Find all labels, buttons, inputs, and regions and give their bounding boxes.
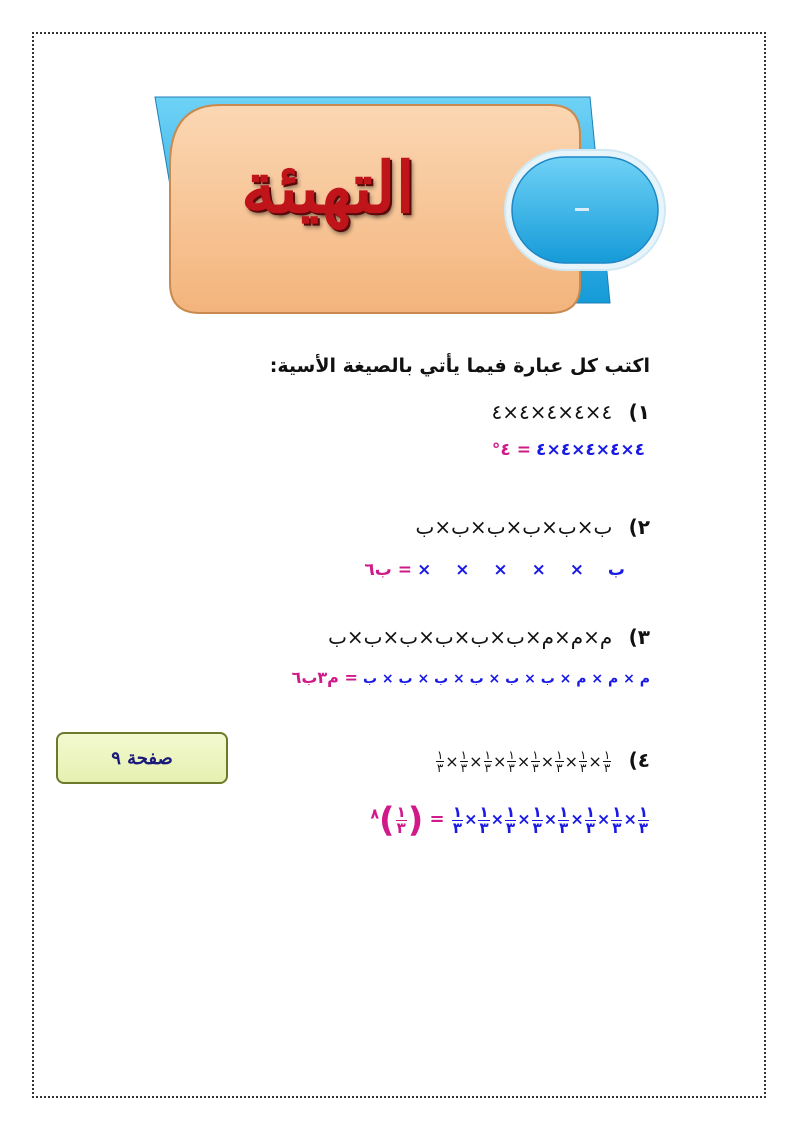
- fraction-numerator: ١: [508, 748, 515, 762]
- times-sign: ×: [596, 809, 611, 829]
- fraction-denominator: ٣: [559, 818, 569, 837]
- fraction-one-third: [460, 749, 468, 774]
- fraction-numerator: ١: [460, 748, 468, 762]
- fraction-denominator: ٣: [460, 761, 468, 775]
- fraction-one-third: [396, 802, 407, 837]
- fraction-numerator: ١: [452, 802, 463, 821]
- times-sign: ×: [570, 809, 584, 829]
- times-sign: ×: [469, 752, 483, 771]
- exercise-3-answer: [292, 668, 650, 687]
- exercise-3: [328, 625, 650, 649]
- exercise-3-answer-result: = م٣ب٦: [291, 668, 358, 687]
- fraction-denominator: ٣: [436, 761, 444, 775]
- instruction-text: اكتب كل عبارة فيما يأتي بالصيغة الأسية:: [269, 355, 650, 377]
- fraction-one-third: [484, 749, 492, 774]
- fraction-numerator: ١: [638, 802, 648, 821]
- fraction-numerator: ١: [585, 802, 595, 821]
- fraction-denominator: ٣: [603, 761, 611, 775]
- fraction-one-third: [452, 802, 463, 837]
- times-sign: ×: [588, 752, 602, 771]
- fraction-denominator: ٣: [508, 761, 515, 775]
- fraction-one-third: [603, 749, 611, 774]
- fraction-one-third: [505, 802, 516, 837]
- exercise-3-number: ٣): [628, 625, 650, 649]
- exercise-3-question: [328, 625, 650, 649]
- fraction-denominator: ٣: [506, 818, 516, 837]
- fraction-denominator: ٣: [452, 818, 463, 837]
- page-number-label: صفحة ٩: [111, 747, 173, 769]
- fraction-numerator: ١: [532, 748, 539, 762]
- fraction-numerator: ١: [532, 802, 542, 821]
- equals-sign: =: [423, 808, 451, 830]
- fraction-one-third: [531, 749, 539, 774]
- times-sign: ×: [564, 752, 578, 771]
- fraction-numerator: ١: [612, 802, 622, 821]
- times-sign: ×: [623, 809, 637, 829]
- exercise-1: [491, 400, 650, 424]
- header-banner: [150, 95, 670, 315]
- exercise-1-answer: [492, 440, 645, 460]
- fraction-numerator: ١: [579, 748, 587, 762]
- exercise-4: [435, 748, 650, 774]
- exercise-1-number: ١): [628, 400, 650, 424]
- exercise-1-expression: ٤×٤×٤×٤×٤: [491, 400, 613, 424]
- exercise-4-answer: [370, 800, 650, 840]
- fraction-numerator: ١: [396, 802, 406, 821]
- fraction-one-third: [555, 749, 563, 774]
- page-number-badge: [56, 732, 228, 784]
- times-sign: ×: [517, 809, 531, 829]
- fraction-denominator: ٣: [638, 818, 648, 837]
- fraction-denominator: ٣: [556, 761, 563, 775]
- exercise-4-number: ٤): [628, 748, 650, 772]
- exercise-1-question: [491, 400, 650, 424]
- power-result: [370, 800, 424, 840]
- fraction-denominator: ٣: [579, 761, 587, 775]
- fraction-one-third: [638, 802, 649, 837]
- fraction-one-third: [611, 802, 622, 837]
- fraction-one-third: [579, 749, 587, 774]
- times-sign: ×: [490, 809, 505, 829]
- fraction-one-third: [585, 802, 596, 837]
- fraction-one-third: [478, 802, 489, 837]
- fraction-denominator: ٣: [532, 818, 542, 837]
- exercise-2: [416, 515, 650, 539]
- exercise-2-answer-result: = ب٦: [364, 560, 412, 580]
- fraction-denominator: ٣: [479, 818, 489, 837]
- fraction-one-third: [558, 802, 569, 837]
- fraction-numerator: ١: [484, 748, 491, 762]
- fraction-denominator: ٣: [484, 761, 491, 775]
- exercise-3-answer-expression: م × م × م × ب × ب × ب × ب × ب × ب: [362, 671, 650, 687]
- times-sign: ×: [516, 752, 531, 771]
- fraction-numerator: ١: [479, 802, 489, 821]
- exercise-3-expression: م×م×م×ب×ب×ب×ب×ب×ب: [328, 625, 613, 649]
- paren-close: ): [379, 800, 395, 840]
- exercise-1-answer-expression: ٤×٤×٤×٤×٤: [536, 440, 645, 460]
- times-sign: ×: [445, 752, 459, 771]
- fraction-one-third: [507, 749, 515, 774]
- times-sign: ×: [543, 809, 558, 829]
- fraction-denominator: ٣: [396, 818, 406, 837]
- exercise-2-answer: [364, 560, 625, 580]
- fraction-numerator: ١: [603, 748, 611, 762]
- fraction-numerator: ١: [556, 748, 563, 762]
- fraction-denominator: ٣: [612, 818, 622, 837]
- exercise-2-number: ٢): [628, 515, 650, 539]
- exercise-2-question: [416, 515, 650, 539]
- exercise-1-answer-result: = ٤°: [491, 440, 531, 460]
- fraction-numerator: ١: [506, 802, 516, 821]
- times-sign: ×: [464, 809, 478, 829]
- times-sign: ×: [492, 752, 507, 771]
- fraction-one-third: [532, 802, 543, 837]
- banner-title: التهيئة: [241, 145, 415, 229]
- times-sign: ×: [540, 752, 555, 771]
- paren-open: (: [407, 800, 424, 840]
- exercise-content: [90, 355, 650, 377]
- fraction-denominator: ٣: [532, 761, 539, 775]
- exercise-4-question: [435, 748, 650, 774]
- exercise-2-answer-expression: ب × × × × ×: [417, 560, 625, 580]
- fraction-numerator: ١: [436, 748, 444, 762]
- exponent: ٨: [370, 806, 380, 823]
- fraction-numerator: ١: [559, 802, 569, 821]
- fraction-one-third: [436, 749, 444, 774]
- exercise-2-expression: ب×ب×ب×ب×ب×ب: [415, 515, 613, 539]
- fraction-denominator: ٣: [585, 818, 595, 837]
